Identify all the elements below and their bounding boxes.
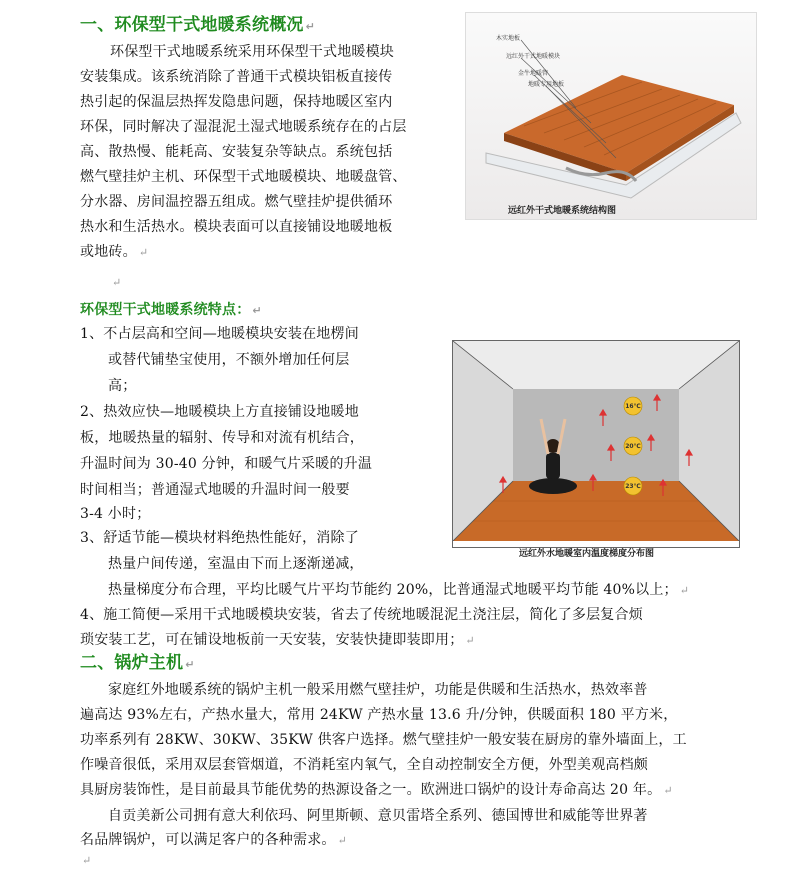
section1-line: 热水和生活热水。模块表面可以直接铺设地暖地板	[80, 219, 393, 235]
section1-line: 分水器、房间温控器五组成。燃气壁挂炉提供循环	[80, 194, 393, 210]
feature-line: 高；	[108, 378, 137, 394]
section1-line: 热引起的保温层热挥发隐患问题，保持地暖区室内	[80, 94, 393, 110]
feature-line: 3-4 小时；	[80, 506, 151, 522]
temp-label-top: 16℃	[625, 403, 641, 410]
feature-line: 热量梯度分布合理，平均比暖气片平均节能约 20%，比普通湿式地暖平均节能 40%以上； ↵	[108, 582, 690, 598]
paragraph-mark: ↵	[465, 634, 475, 647]
section2-line: 功率系列有 28KW、30KW、35KW 供客户选择。燃气壁挂炉一般安装在厨房的靠外墙面上，工	[80, 732, 687, 748]
paragraph-mark: ↵	[82, 854, 92, 867]
temperature-gradient-figure	[452, 340, 740, 559]
paragraph-mark: ↵	[305, 20, 316, 33]
figure1-label: 地暖专用地板	[528, 81, 565, 88]
paragraph-mark: ↵	[112, 276, 122, 289]
paragraph-mark: ↵	[679, 584, 690, 597]
section2-line: 作噪音很低，采用双层套管烟道，不消耗室内氧气，全自动控制安全方便，外型美观高档颇	[80, 757, 648, 773]
section1-line: 燃气壁挂炉主机、环保型干式地暖模块、地暖盘管、	[80, 169, 407, 185]
temp-label-middle: 20℃	[625, 443, 641, 450]
section2-line: 遍高达 93%左右，产热水量大，常用 24KW 产热水量 13.6 升/分钟，供暖面积 180 平方米，	[80, 707, 678, 723]
feature-line: 热量户间传递，室温由下而上逐渐递减，	[108, 556, 364, 572]
floor-structure-illustration	[466, 13, 756, 219]
figure1-label: 木实地板	[496, 35, 521, 42]
floor-structure-figure	[465, 12, 757, 220]
feature-line: 时间相当；普通湿式地暖的升温时间一般要	[80, 482, 350, 498]
paragraph-mark: ↵	[663, 784, 673, 797]
section2-line: 自贡美新公司拥有意大利依玛、阿里斯顿、意贝雷塔全系列、德国博世和威能等世界著	[108, 808, 648, 824]
feature-line: 3、舒适节能—模块材料绝热性能好，消除了	[80, 530, 359, 546]
section2-line: 家庭红外地暖系统的锅炉主机一般采用燃气壁挂炉，功能是供暖和生活热水，热效率普	[108, 682, 648, 698]
feature-line: 或替代铺垫宝使用，不额外增加任何层	[108, 352, 350, 368]
section1-line: 安装集成。该系统消除了普通干式模块铝板直接传	[80, 69, 393, 85]
section1-line: 环保型干式地暖系统采用环保型干式地暖模块	[110, 44, 394, 60]
paragraph-mark: ↵	[337, 834, 348, 847]
paragraph-mark: ↵	[138, 246, 149, 259]
section1-line: 高、散热慢、能耗高、安装复杂等缺点。系统包括	[80, 144, 393, 160]
figure2-caption: 远红外水地暖室内温度梯度分布图	[519, 549, 655, 559]
section1-line: 环保，同时解决了湿混泥土湿式地暖系统存在的占层	[80, 119, 407, 135]
figure1-caption: 远红外干式地暖系统结构图	[508, 206, 617, 216]
feature-line: 4、施工简便—采用干式地暖模块安装，省去了传统地暖混泥土浇注层，简化了多层复合烦	[80, 607, 643, 623]
feature-line: 升温时间为 30-40 分钟，和暖气片采暖的升温	[80, 456, 373, 472]
room-illustration	[453, 341, 739, 541]
paragraph-mark: ↵	[252, 304, 262, 317]
section1-line: 或地砖。 ↵	[80, 244, 149, 260]
section2-heading: 二、锅炉主机 ↵	[80, 653, 195, 673]
paragraph-mark: ↵	[185, 658, 195, 671]
feature-line: 1、不占层高和空间—地暖模块安装在地楞间	[80, 326, 359, 342]
section2-line: 具厨房装饰性，是目前最具节能优势的热源设备之一。欧洲进口锅炉的设计寿命高达 20 年。 ↵	[80, 782, 673, 798]
feature-line: 琐安装工艺，可在铺设地板前一天安装，安装快捷即装即用； ↵	[80, 632, 475, 648]
empty-paragraph	[110, 270, 121, 295]
figure1-label: 金牛地暖管	[518, 70, 549, 77]
features-heading: 环保型干式地暖系统特点： ↵	[80, 302, 262, 318]
feature-line: 板，地暖热量的辐射、传导和对流有机结合，	[80, 430, 364, 446]
section1-heading: 一、环保型干式地暖系统概况 ↵	[80, 15, 316, 35]
temp-label-bottom: 23℃	[625, 483, 641, 490]
section2-line: 名品牌锅炉，可以满足客户的各种需求。 ↵	[80, 832, 348, 848]
figure1-label: 远红外干式地暖模块	[506, 53, 561, 60]
feature-line: 2、热效应快—地暖模块上方直接铺设地暖地	[80, 404, 359, 420]
empty-paragraph	[80, 848, 91, 873]
